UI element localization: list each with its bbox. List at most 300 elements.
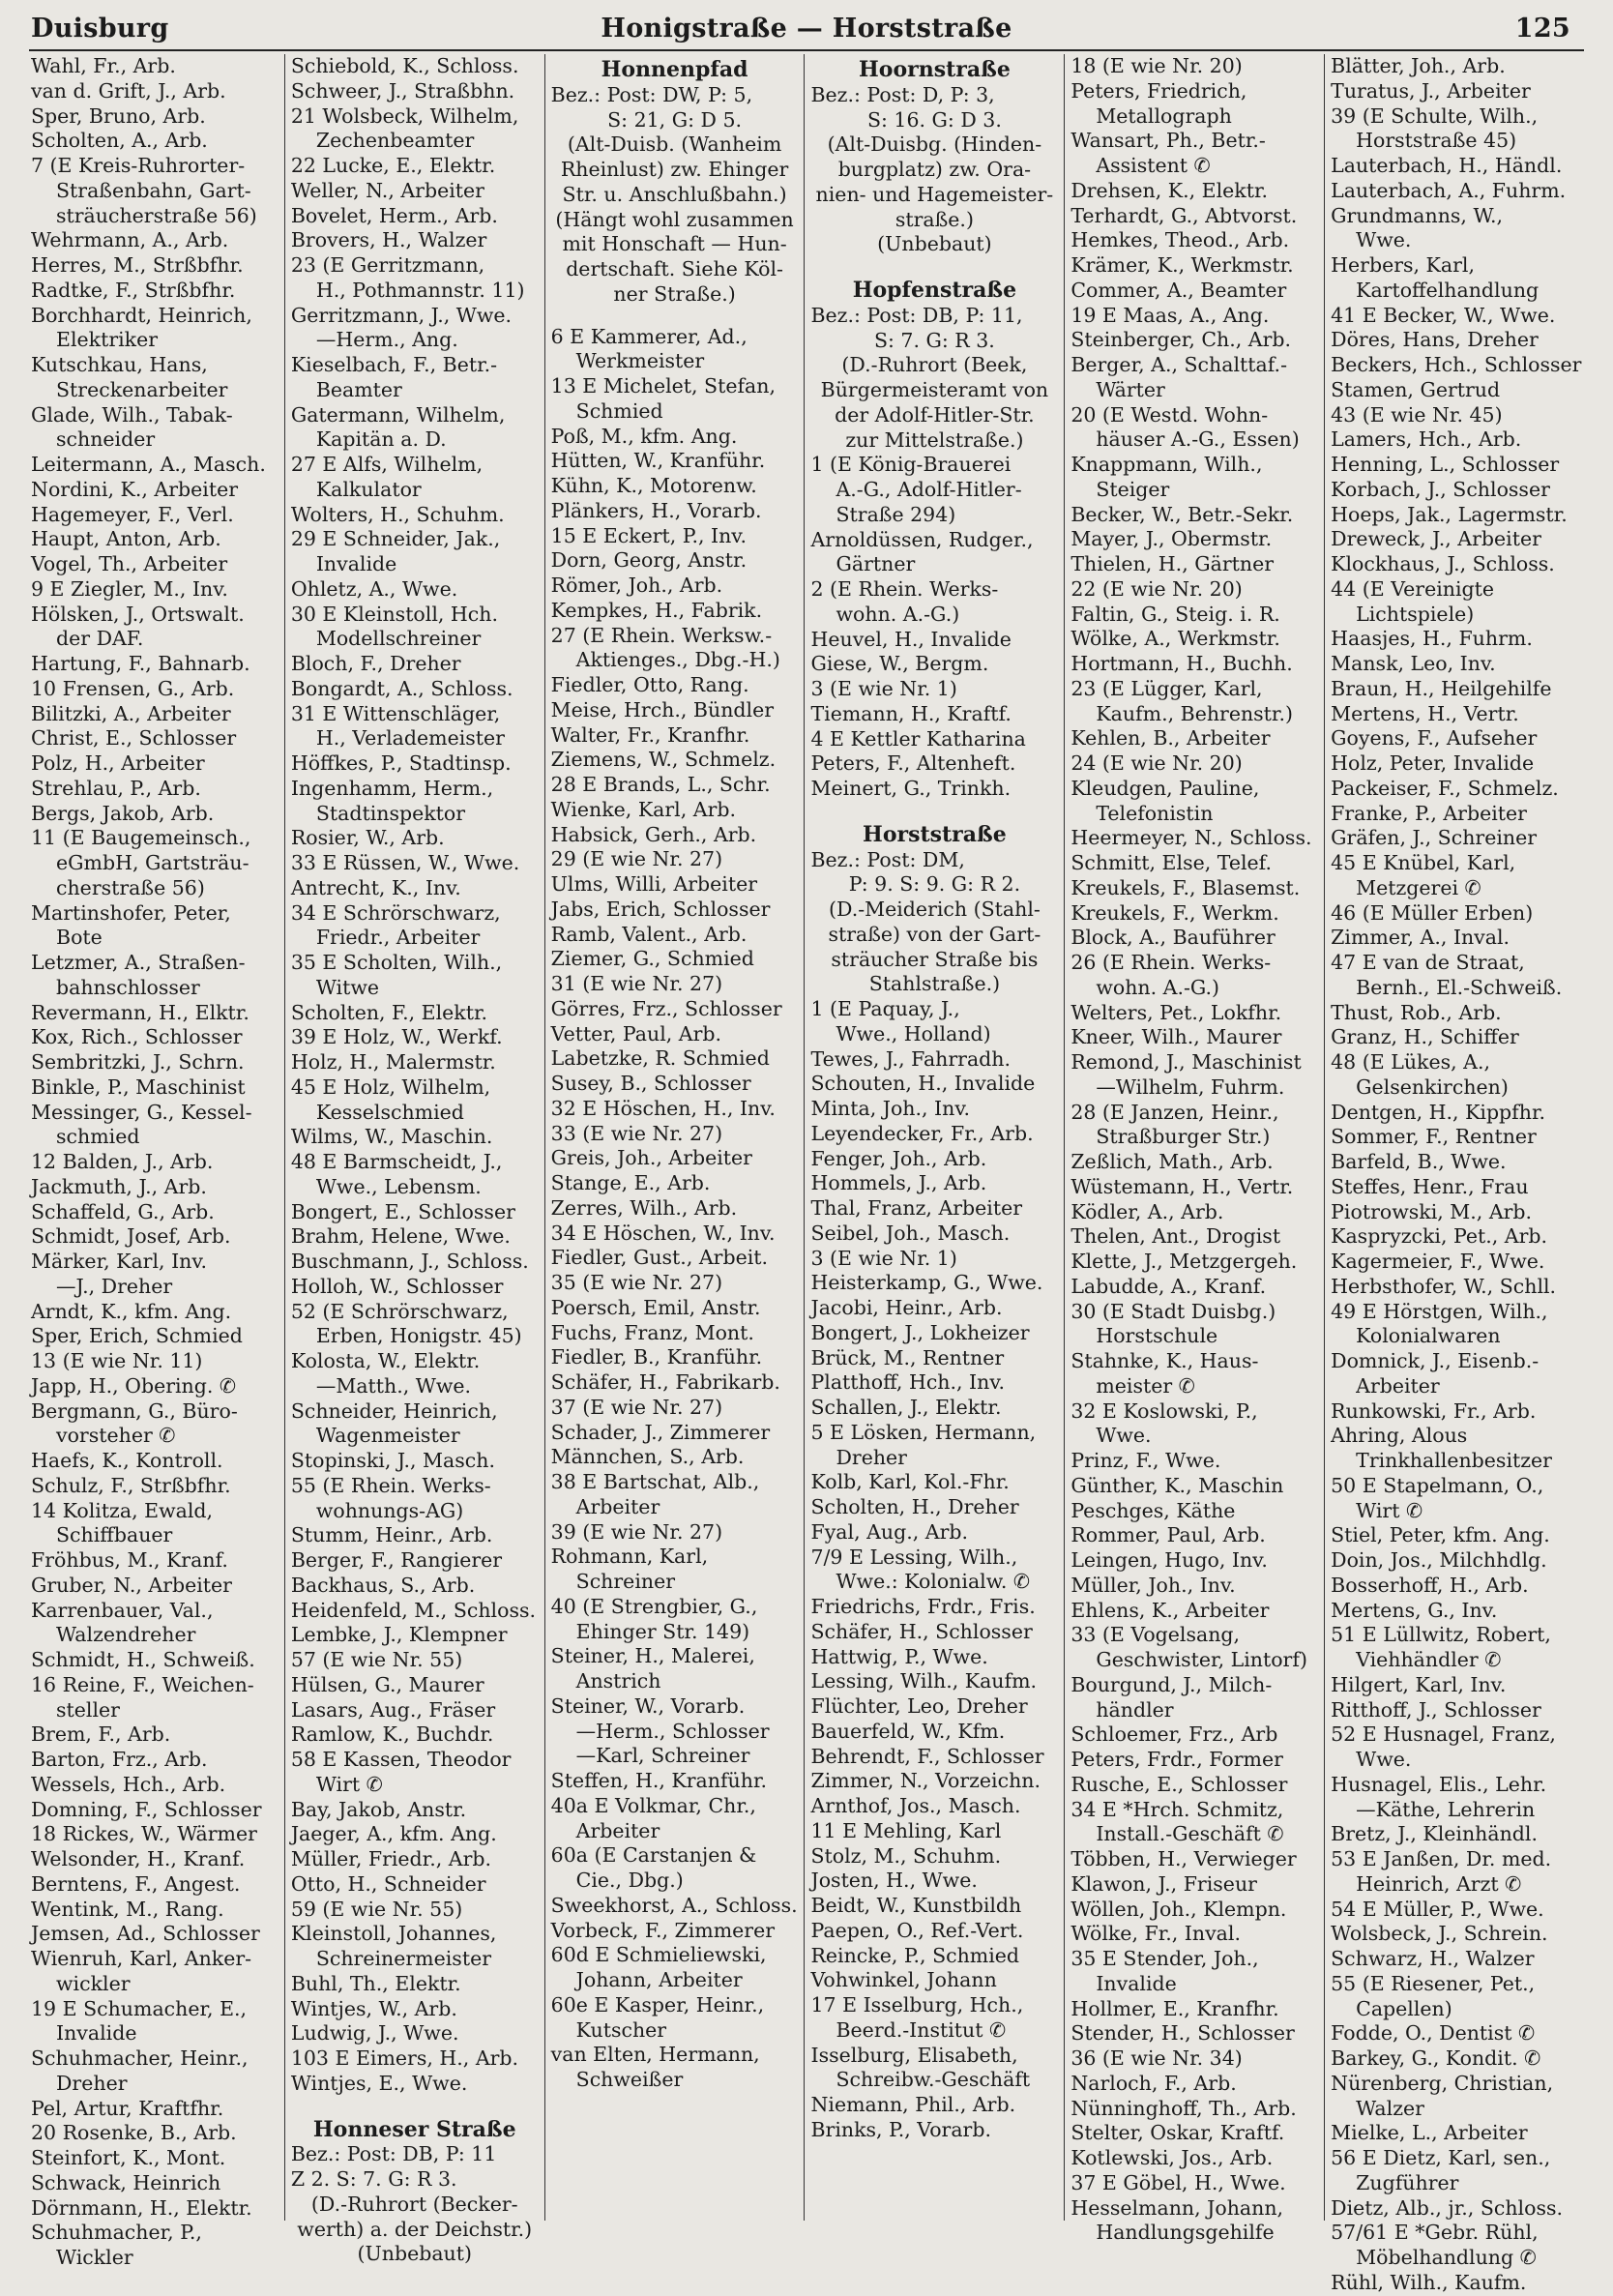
directory-line: Berger, A., Schalttaf.-	[1070, 353, 1288, 376]
directory-line: Hütten, W., Kranführ.	[550, 449, 766, 473]
directory-line: Bauerfeld, W., Kfm.	[810, 1719, 1006, 1743]
directory-line: 35 E Stender, Joh.,	[1070, 1947, 1259, 1970]
directory-line: Wüstemann, H., Vertr.	[1070, 1174, 1294, 1198]
directory-line: Habsick, Gerh., Arb.	[550, 822, 757, 846]
directory-line: Wagenmeister	[315, 1424, 460, 1448]
directory-line: Vogel, Th., Arbeiter	[31, 552, 228, 575]
directory-line: Schmitt, Else, Telef.	[1070, 851, 1273, 874]
directory-line: Bez.: Post: D, P: 3,	[810, 82, 995, 106]
directory-line: 47 E van de Straat,	[1331, 951, 1525, 974]
directory-line: Turatus, J., Arbeiter	[1331, 78, 1531, 103]
directory-line: Stange, E., Arb.	[550, 1171, 711, 1194]
directory-line: Schallen, J., Elektr.	[810, 1396, 1002, 1419]
directory-line: Friedrichs, Frdr., Fris.	[810, 1595, 1036, 1618]
directory-line: Mertens, H., Vertr.	[1331, 701, 1519, 725]
directory-line: Nordini, K., Arbeiter	[31, 477, 238, 501]
directory-line: Kaufm., Behrenstr.)	[1096, 701, 1293, 725]
directory-line: Leitermann, A., Masch.	[31, 453, 266, 476]
directory-line: Jackmuth, J., Arb.	[31, 1174, 207, 1198]
directory-line: Stelter, Oskar, Kraftf.	[1070, 2121, 1285, 2145]
directory-line: Fuchs, Franz, Mont.	[550, 1320, 754, 1344]
directory-line: Packeiser, F., Schmelz.	[1331, 776, 1559, 800]
directory-line: 103 E Eimers, H., Arb.	[290, 2046, 519, 2070]
directory-line: Lauterbach, A., Fuhrm.	[1331, 178, 1567, 202]
directory-line: Werkmeister	[575, 349, 705, 373]
directory-line: 34 E Höschen, W., Inv.	[550, 1221, 776, 1245]
column-1	[29, 54, 284, 2269]
directory-columns	[29, 54, 1584, 2294]
directory-line: Geschwister, Lintorf)	[1096, 1648, 1307, 1671]
directory-line: Wahl, Fr., Arb.	[31, 54, 176, 77]
directory-line: Sembritzki, J., Schrn.	[31, 1050, 245, 1074]
directory-line: 32 E Koslowski, P.,	[1070, 1398, 1258, 1423]
directory-line: Fröhbus, M., Kranf.	[31, 1548, 228, 1572]
directory-line: Ritthoff, J., Schlosser	[1331, 1697, 1541, 1722]
directory-line: Zimmer, N., Vorzeichn.	[810, 1769, 1041, 1793]
directory-line: Wienke, Karl, Arb.	[550, 797, 737, 821]
directory-line: 37 E Göbel, H., Wwe.	[1070, 2170, 1286, 2194]
directory-line: Zimmer, A., Inval.	[1331, 926, 1510, 950]
directory-line: Kieselbach, F., Betr.-	[290, 353, 498, 376]
directory-line: Steiner, H., Malerei,	[550, 1644, 755, 1668]
directory-line: Wolsbeck, J., Schrein.	[1331, 1922, 1548, 1946]
directory-line: Friedr., Arbeiter	[315, 926, 481, 950]
directory-line: Narloch, F., Arb.	[1070, 2071, 1237, 2095]
directory-line: Borchhardt, Heinrich,	[31, 303, 252, 327]
directory-line: Wwe.: Kolonialw. ✆	[836, 1570, 1031, 1594]
directory-line: Hartung, F., Bahnarb.	[31, 652, 250, 675]
directory-line: 26 (E Rhein. Werks-	[1070, 951, 1272, 974]
directory-line: 27 E Alfs, Wilhelm,	[290, 453, 484, 476]
directory-line: Thal, Franz, Arbeiter	[810, 1196, 1023, 1220]
directory-line: Poß, M., kfm. Ang.	[550, 424, 738, 448]
directory-line: —Matth., Wwe.	[315, 1373, 472, 1398]
directory-line: 21 Wolsbeck, Wilhelm,	[290, 103, 519, 128]
directory-line: 4 E Kettler Katharina	[810, 726, 1026, 751]
directory-line: Kneer, Wilh., Maurer	[1070, 1025, 1282, 1049]
directory-line: Fenger, Joh., Arb.	[810, 1146, 987, 1170]
directory-line: Dentgen, H., Kippfhr.	[1331, 1100, 1546, 1124]
directory-line: Lessing, Wilh., Kaufm.	[810, 1669, 1038, 1693]
directory-line: Husnagel, Elis., Lehr.	[1331, 1772, 1547, 1796]
directory-line: Straße 294)	[836, 502, 956, 526]
directory-line: 13 E Michelet, Stefan,	[550, 374, 777, 397]
directory-line: Bürgermeisteramt von	[820, 378, 1049, 401]
directory-line: Brück, M., Rentner	[810, 1345, 1005, 1369]
directory-line: Arndt, K., kfm. Ang.	[31, 1299, 232, 1323]
directory-line: 6 E Kammerer, Ad.,	[550, 324, 748, 348]
directory-line: Berntens, F., Angest.	[31, 1871, 241, 1896]
directory-line: Walter, Fr., Kranfhr.	[550, 722, 750, 747]
directory-line: Capellen)	[1356, 1996, 1452, 2020]
directory-line: werth) a. der Deichstr.)	[297, 2217, 533, 2241]
directory-line: Möbelhandlung ✆	[1356, 2246, 1537, 2269]
directory-line: Str. u. Anschlußbahn.)	[562, 182, 787, 206]
directory-line: Domning, F., Schlosser	[31, 1797, 262, 1821]
directory-line: Japp, H., Obering. ✆	[31, 1373, 237, 1398]
directory-line: Wienruh, Karl, Anker-	[31, 1947, 252, 1970]
directory-line: Rühl, Wilh., Kaufm.	[1331, 2270, 1527, 2294]
directory-line: Arbeiter	[575, 1818, 660, 1842]
directory-line: —Herm., Ang.	[315, 328, 458, 352]
directory-line: Vohwinkel, Johann	[810, 1968, 997, 1992]
directory-line: Niemann, Phil., Arb.	[810, 2093, 1016, 2116]
directory-line: Metallograph	[1096, 103, 1232, 128]
directory-line: Kempkes, H., Fabrik.	[550, 598, 763, 622]
directory-line: Korbach, J., Schlosser	[1331, 477, 1550, 501]
directory-line: Glade, Wilh., Tabak-	[31, 402, 233, 427]
directory-line: 53 E Janßen, Dr. med.	[1331, 1847, 1552, 1870]
street-heading: Honneser Straße	[312, 2116, 516, 2142]
directory-line: Schreinermeister	[315, 1947, 491, 1970]
directory-line: Henning, L., Schlosser	[1331, 453, 1560, 476]
directory-line: Binkle, P., Maschinist	[31, 1074, 246, 1099]
directory-line: P: 9. S: 9. G: R 2.	[848, 872, 1021, 897]
directory-line: wohn. A.-G.)	[1096, 975, 1220, 999]
directory-line: Wwe., Lebensm.	[315, 1174, 482, 1198]
directory-line: 12 Balden, J., Arb.	[31, 1150, 214, 1173]
directory-line: 45 E Knübel, Karl,	[1331, 851, 1516, 874]
directory-line: 56 E Dietz, Karl, sen.,	[1331, 2146, 1551, 2169]
directory-line: Meinert, G., Trinkh.	[810, 777, 1012, 800]
directory-line: Paepen, O., Ref.-Vert.	[810, 1918, 1024, 1942]
directory-line: Hortmann, H., Buchh.	[1070, 652, 1293, 675]
directory-line: dertschaft. Siehe Köl-	[566, 257, 783, 280]
directory-line: Reincke, P., Schmied	[810, 1943, 1020, 1967]
directory-line: Barton, Frz., Arb.	[31, 1748, 208, 1771]
directory-line: Schader, J., Zimmerer	[550, 1420, 771, 1444]
directory-line: Bongert, J., Lokheizer	[810, 1320, 1030, 1344]
directory-line: eGmbH, Gartsträu-	[56, 851, 249, 874]
directory-line: Bongardt, A., Schloss.	[290, 676, 513, 700]
directory-line: Herres, M., Strßbfhr.	[31, 253, 244, 277]
directory-line: Meise, Hrch., Bündler	[550, 697, 775, 721]
directory-line: Erben, Honigstr. 45)	[315, 1324, 522, 1348]
directory-line: 39 (E wie Nr. 27)	[550, 1519, 723, 1544]
spacer	[810, 257, 1058, 275]
directory-line: sträucherstraße 56)	[56, 203, 257, 227]
directory-line: Faltin, G., Steig. i. R.	[1070, 602, 1280, 626]
directory-line: 1 (E Paquay, J.,	[810, 997, 960, 1020]
directory-line: Heinrich, Arzt ✆	[1356, 1871, 1522, 1896]
directory-line: 16 Reine, F., Weichen-	[31, 1672, 254, 1696]
directory-line: Stadtinspektor	[315, 801, 466, 825]
directory-line: Ehinger Str. 149)	[575, 1619, 750, 1643]
directory-line: 28 E Brands, L., Schr.	[550, 773, 771, 796]
directory-line: 3 (E wie Nr. 1)	[810, 1246, 957, 1270]
directory-line: Herbsthofer, W., Schll.	[1331, 1274, 1557, 1298]
directory-line: Ziemer, G., Schmied	[550, 947, 754, 971]
directory-line: Horstschule	[1096, 1324, 1218, 1348]
directory-line: Kox, Rich., Schlosser	[31, 1025, 243, 1049]
directory-line: Telefonistin	[1096, 801, 1214, 825]
directory-line: Remond, J., Maschinist	[1070, 1050, 1302, 1074]
directory-line: 58 E Kassen, Theodor	[290, 1748, 512, 1771]
directory-line: Sommer, F., Rentner	[1331, 1125, 1537, 1149]
directory-line: 37 (E wie Nr. 27)	[550, 1395, 723, 1419]
directory-line: Kolb, Karl, Kol.-Fhr.	[810, 1470, 1010, 1494]
directory-line: Nürenberg, Christian,	[1331, 2071, 1554, 2095]
directory-line: Beerd.-Institut ✆	[836, 2017, 1007, 2042]
directory-line: Kreukels, F., Blasemst.	[1070, 875, 1301, 899]
directory-line: Bosserhoff, H., Arb.	[1331, 1573, 1529, 1597]
directory-line: Ohletz, A., Wwe.	[290, 576, 458, 601]
directory-line: 15 E Eckert, P., Inv.	[550, 523, 747, 547]
directory-line: Buschmann, J., Schloss.	[290, 1250, 529, 1273]
directory-line: 49 E Hörstgen, Wilh.,	[1331, 1299, 1548, 1323]
directory-line: Barkey, G., Kondit. ✆	[1331, 2046, 1541, 2070]
directory-line: Goyens, F., Aufseher	[1331, 726, 1538, 751]
directory-line: Kreukels, F., Werkm.	[1070, 900, 1279, 925]
directory-line: Walzendreher	[56, 1623, 196, 1647]
directory-line: Bote	[56, 926, 103, 950]
directory-line: Christ, E., Schlosser	[31, 726, 237, 751]
directory-line: 43 (E wie Nr. 45)	[1331, 402, 1503, 427]
city-name: Duisburg	[31, 14, 169, 44]
directory-line: Jemsen, Ad., Schlosser	[31, 1922, 260, 1946]
directory-line: Dreweck, J., Arbeiter	[1331, 527, 1541, 551]
directory-line: Welsonder, H., Kranf.	[31, 1847, 246, 1870]
directory-line: 39 (E Schulte, Wilh.,	[1331, 103, 1539, 128]
directory-line: Mansk, Leo, Inv.	[1331, 652, 1496, 675]
directory-line: Antrecht, K., Inv.	[290, 875, 461, 899]
directory-line: Hattwig, P., Wwe.	[810, 1644, 988, 1668]
directory-line: Mayer, J., Obermstr.	[1070, 527, 1273, 551]
directory-line: 45 E Holz, Wilhelm,	[290, 1074, 491, 1099]
directory-line: Dörnmann, H., Elektr.	[31, 2195, 252, 2220]
directory-line: Lichtspiele)	[1356, 602, 1475, 626]
directory-line: Ziemens, W., Schmelz.	[550, 748, 777, 772]
directory-line: 54 E Müller, P., Wwe.	[1331, 1897, 1544, 1921]
directory-line: 22 (E wie Nr. 20)	[1070, 576, 1243, 601]
street-range: Honigstraße — Horststraße	[601, 14, 1012, 44]
directory-line: wohnungs-AG)	[315, 1498, 464, 1522]
directory-line: Peters, Frdr., Former	[1070, 1748, 1283, 1771]
directory-line: 13 (E wie Nr. 11)	[31, 1349, 203, 1372]
column-6	[1324, 54, 1584, 2294]
directory-line: Polz, H., Arbeiter	[31, 751, 205, 775]
directory-line: Horststraße 45)	[1356, 129, 1517, 153]
directory-line: Wilms, W., Maschin.	[290, 1125, 493, 1149]
directory-line: Ludwig, J., Wwe.	[290, 2021, 459, 2046]
directory-line: Susey, B., Schlosser	[550, 1072, 751, 1095]
directory-line: 51 E Lüllwitz, Robert,	[1331, 1623, 1551, 1647]
directory-line: Strehlau, P., Arb.	[31, 776, 201, 800]
header-rule	[29, 49, 1584, 51]
directory-line: Stahnke, K., Haus-	[1070, 1349, 1259, 1372]
directory-line: Josten, H., Wwe.	[810, 1869, 978, 1893]
column-5	[1064, 54, 1324, 2245]
directory-line: Leingen, Hugo, Inv.	[1070, 1548, 1268, 1572]
directory-line: 23 (E Gerritzmann,	[290, 253, 485, 277]
directory-line: 35 E Scholten, Wilh.,	[290, 951, 503, 974]
directory-line: Lamers, Hch., Arb.	[1331, 427, 1522, 452]
directory-line: Rusche, E., Schlosser	[1070, 1772, 1288, 1796]
column-2	[284, 54, 544, 2266]
directory-line: 52 (E Schrörschwarz,	[290, 1299, 509, 1323]
directory-line: (Unbebaut)	[877, 232, 992, 256]
directory-line: Kalkulator	[315, 477, 422, 501]
directory-line: der Adolf-Hitler-Str.	[835, 402, 1035, 427]
directory-line: 46 (E Müller Erben)	[1331, 900, 1534, 925]
directory-line: Schäfer, H., Schlosser	[810, 1619, 1033, 1643]
directory-line: Klawon, J., Friseur	[1070, 1871, 1257, 1896]
directory-line: 44 (E Vereinigte	[1331, 576, 1495, 601]
directory-line: Bez.: Post: DB, P: 11	[290, 2142, 497, 2166]
directory-line: Bilitzki, A., Arbeiter	[31, 701, 231, 725]
directory-line: Herbers, Karl,	[1331, 253, 1475, 277]
directory-line: Brovers, H., Walzer	[290, 228, 487, 252]
directory-line: 57/61 E *Gebr. Rühl,	[1331, 2221, 1539, 2245]
directory-line: Buhl, Th., Elektr.	[290, 1971, 461, 1995]
directory-line: Knappmann, Wilh.,	[1070, 453, 1263, 476]
directory-line: Arbeiter	[1356, 1373, 1440, 1398]
directory-line: Tewes, J., Fahrradh.	[810, 1046, 1012, 1071]
directory-line: Schreibw.-Geschäft	[836, 2068, 1031, 2092]
directory-line: häuser A.-G., Essen)	[1096, 427, 1300, 452]
directory-line: Invalide	[56, 2021, 137, 2046]
directory-line: Kagermeier, F., Wwe.	[1331, 1250, 1545, 1273]
directory-line: Schreiner	[575, 1570, 676, 1593]
directory-line: cherstraße 56)	[56, 875, 205, 899]
directory-line: straße) von der Gart-	[828, 922, 1041, 946]
directory-line: H., Pothmannstr. 11)	[315, 278, 525, 302]
directory-line: Wintjes, E., Wwe.	[290, 2071, 468, 2095]
directory-line: Lauterbach, H., Händl.	[1331, 154, 1563, 177]
directory-line: Domnick, J., Eisenb.-	[1331, 1349, 1540, 1372]
directory-line: Wehrmann, A., Arb.	[31, 228, 229, 252]
directory-line: (D.-Meiderich (Stahl-	[828, 898, 1041, 921]
directory-line: Straßburger Str.)	[1096, 1125, 1271, 1149]
directory-line: Beckers, Hch., Schlosser	[1331, 353, 1582, 376]
directory-line: Handlungsgehilfe	[1096, 2221, 1275, 2245]
directory-line: Holz, Peter, Invalide	[1331, 751, 1535, 775]
directory-line: 57 (E wie Nr. 55)	[290, 1648, 463, 1671]
directory-line: Johann, Arbeiter	[575, 1968, 743, 1991]
directory-line: Platthoff, Hch., Inv.	[810, 1370, 1006, 1395]
directory-line: Ahring, Alous	[1331, 1424, 1468, 1448]
directory-line: Schneider, Heinrich,	[290, 1398, 498, 1423]
directory-line: S: 7. G: R 3.	[873, 328, 995, 352]
directory-line: Arnthof, Jos., Masch.	[810, 1794, 1021, 1817]
directory-line: Radtke, F., Strßbfhr.	[31, 278, 236, 302]
directory-line: Dorn, Georg, Anstr.	[550, 548, 748, 573]
directory-line: 41 E Becker, W., Wwe.	[1331, 303, 1556, 327]
directory-line: Berger, F., Rangierer	[290, 1548, 503, 1572]
directory-line: Thielen, H., Gärtner	[1070, 552, 1274, 575]
directory-line: Kartoffelhandlung	[1356, 278, 1540, 302]
directory-line: Stamen, Gertrud	[1331, 377, 1501, 401]
directory-line: Wintjes, W., Arb.	[290, 1996, 457, 2020]
directory-line: Schouten, H., Invalide	[810, 1072, 1036, 1096]
directory-line: Schmied	[575, 398, 663, 423]
directory-line: Ködler, A., Arb.	[1070, 1199, 1224, 1223]
directory-line: 33 (E wie Nr. 27)	[550, 1121, 723, 1145]
directory-line: ner Straße.)	[613, 281, 736, 306]
directory-line: Witwe	[315, 975, 380, 999]
directory-line: 28 (E Janzen, Heinr.,	[1070, 1100, 1279, 1124]
directory-line: Poersch, Emil, Anstr.	[550, 1295, 761, 1319]
directory-line: Granz, H., Schiffer	[1331, 1025, 1519, 1049]
directory-line: 40 (E Strengbier, G.,	[550, 1594, 758, 1618]
directory-line: Arnoldüssen, Rudger.,	[810, 527, 1034, 551]
directory-line: Brahm, Helene, Wwe.	[290, 1224, 511, 1249]
directory-line: Minta, Joh., Inv.	[810, 1097, 971, 1120]
directory-line: 14 Kolitza, Ewald,	[31, 1498, 214, 1522]
directory-line: 31 E Wittenschläger,	[290, 701, 501, 725]
directory-line: Gerritzmann, J., Wwe.	[290, 303, 513, 327]
directory-line: Hülsen, G., Maurer	[290, 1672, 484, 1696]
directory-line: S: 21, G: D 5.	[607, 107, 743, 132]
directory-line: S: 16. G: D 3.	[866, 107, 1002, 132]
directory-line: Lembke, J., Klempner	[290, 1623, 508, 1647]
directory-line: Dreher	[836, 1445, 907, 1469]
directory-line: 11 E Mehling, Karl	[810, 1818, 1002, 1842]
directory-line: Scholten, F., Elektr.	[290, 1000, 488, 1024]
directory-line: H., Verlademeister	[315, 726, 505, 751]
directory-line: Walzer	[1356, 2096, 1424, 2120]
directory-line: Kleinstoll, Johannes,	[290, 1922, 497, 1946]
directory-line: Jabs, Erich, Schlosser	[550, 897, 771, 921]
directory-line: Wansart, Ph., Betr.-	[1070, 129, 1266, 153]
directory-line: Bay, Jakob, Anstr.	[290, 1797, 467, 1821]
directory-line: Vetter, Paul, Arb.	[550, 1021, 722, 1045]
directory-line: 59 (E wie Nr. 55)	[290, 1897, 463, 1921]
directory-line: Schmidt, H., Schweiß.	[31, 1648, 255, 1671]
directory-line: (Unbebaut)	[357, 2242, 472, 2266]
directory-line: Steiger	[1096, 477, 1170, 501]
directory-line: Mielke, L., Arbeiter	[1331, 2121, 1528, 2145]
directory-line: Männchen, S., Arb.	[550, 1445, 745, 1469]
directory-line: Kutscher	[575, 2017, 667, 2042]
directory-line: Modellschreiner	[315, 627, 482, 651]
directory-line: Brem, F., Arb.	[31, 1722, 171, 1747]
directory-line: Invalide	[1096, 1971, 1177, 1995]
directory-line: Elektriker	[56, 328, 159, 352]
directory-line: 34 E *Hrch. Schmitz,	[1070, 1797, 1284, 1821]
directory-line: 20 Rosenke, B., Arb.	[31, 2121, 237, 2145]
directory-line: A.-G., Adolf-Hitler-	[836, 478, 1022, 501]
directory-line: Z 2. S: 7. G: R 3.	[290, 2167, 457, 2191]
directory-line: Holloh, W., Schlosser	[290, 1274, 504, 1298]
directory-line: Aktienges., Dbg.-H.)	[575, 648, 780, 672]
directory-line: Ehlens, K., Arbeiter	[1070, 1598, 1270, 1622]
directory-line: Becker, W., Betr.-Sekr.	[1070, 502, 1294, 526]
directory-line: Brinks, P., Vorarb.	[810, 2117, 991, 2141]
directory-line: Tiemann, H., Kraftf.	[810, 701, 1012, 725]
directory-line: 32 E Höschen, H., Inv.	[550, 1096, 776, 1120]
column-4	[804, 54, 1064, 2221]
directory-line: Heuvel, H., Invalide	[810, 627, 1012, 651]
directory-line: 30 (E Stadt Duisbg.)	[1070, 1299, 1276, 1323]
street-heading: Horststraße	[863, 821, 1007, 847]
directory-line: Zerres, Wilh., Arb.	[550, 1195, 738, 1220]
directory-line: Fyal, Aug., Arb.	[810, 1519, 969, 1544]
directory-line: 20 (E Westd. Wohn-	[1070, 402, 1269, 427]
directory-line: straße.)	[894, 207, 974, 231]
directory-line: Flüchter, Leo, Dreher	[810, 1694, 1028, 1718]
directory-line: Schuhmacher, Heinr.,	[31, 2046, 249, 2070]
spacer	[810, 802, 1058, 819]
directory-line: 10 Frensen, G., Arb.	[31, 676, 235, 700]
directory-line: 39 E Holz, W., Werkf.	[290, 1025, 503, 1049]
directory-line: 18 Rickes, W., Wärmer	[31, 1822, 257, 1846]
directory-line: Wölke, A., Werkmstr.	[1070, 627, 1280, 651]
directory-line: Wöllen, Joh., Klempn.	[1070, 1897, 1287, 1921]
directory-line: Drehsen, K., Elektr.	[1070, 178, 1269, 202]
directory-line: Schaffeld, G., Arb.	[31, 1199, 215, 1223]
directory-line: Stiel, Peter, kfm. Ang.	[1331, 1523, 1550, 1547]
